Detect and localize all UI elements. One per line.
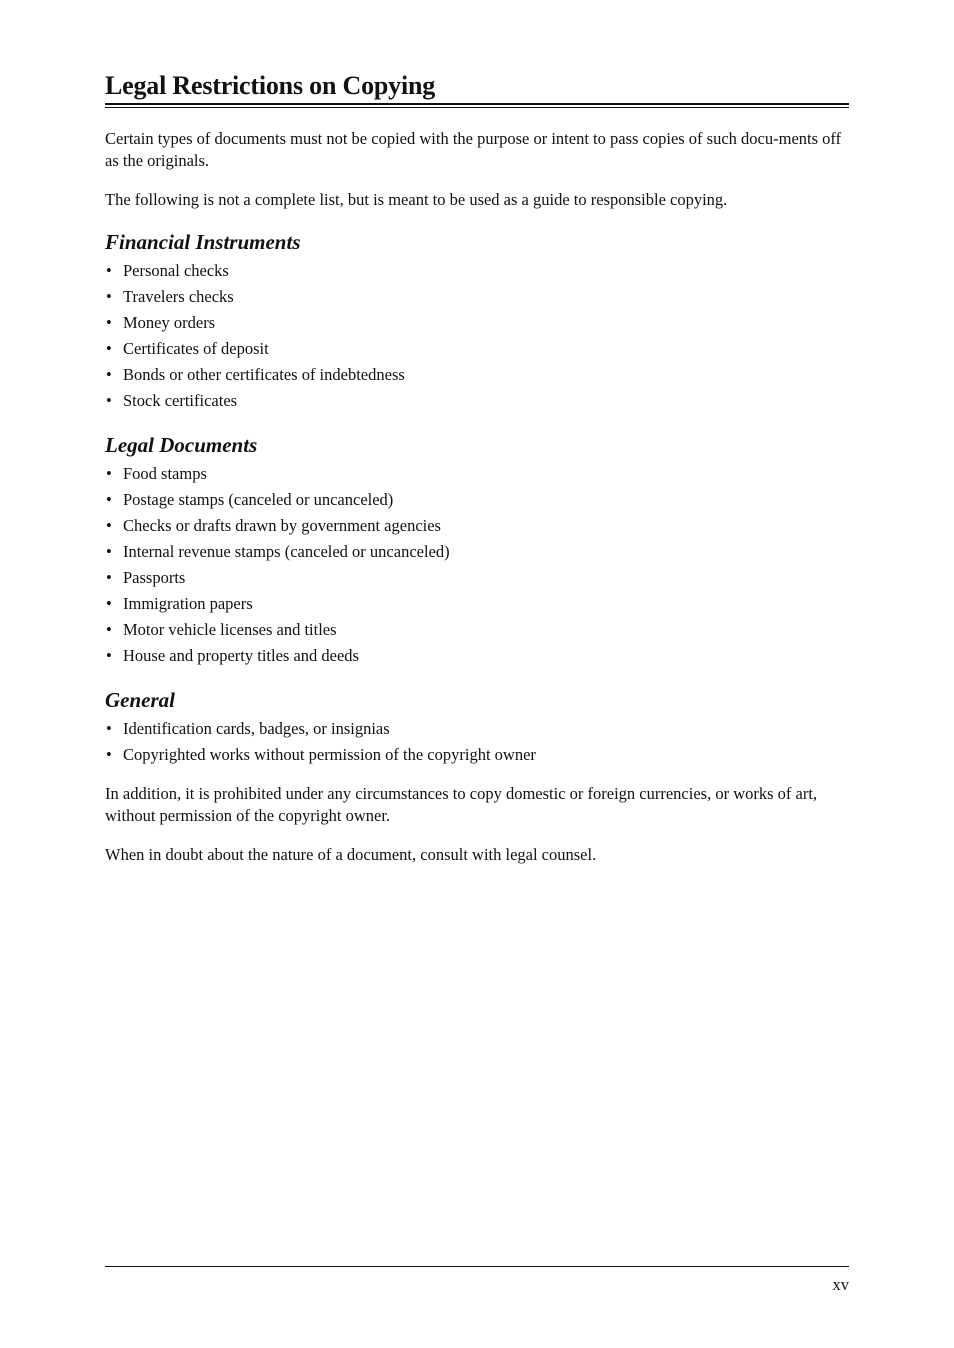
footer-rule (105, 1266, 849, 1267)
list-item-text: Passports (123, 568, 186, 587)
intro-paragraph-2: The following is not a complete list, but is meant to be used as a guide to responsible copying. (105, 190, 728, 209)
bullet-icon: • (106, 313, 112, 332)
list-item-text: Stock certificates (123, 391, 238, 410)
bullet-icon: • (106, 464, 112, 483)
section-heading: Legal Documents (105, 433, 258, 457)
list-item (105, 284, 849, 310)
bullet-icon: • (106, 719, 112, 738)
bullet-icon: • (106, 365, 112, 384)
page-number: xv (832, 1275, 849, 1294)
bullet-icon: • (106, 287, 112, 306)
list-item (105, 336, 849, 362)
list-item-text: Checks or drafts drawn by government agencies (123, 516, 441, 535)
list-item-text: Bonds or other certificates of indebtedness (123, 365, 405, 384)
list-item-text: Immigration papers (123, 594, 253, 613)
list-item-text: Food stamps (123, 464, 207, 483)
list-item (105, 362, 849, 388)
list-item-text: Personal checks (123, 261, 229, 280)
closing-paragraph-1: In addition, it is prohibited under any circumstances to copy domestic or foreign currencies, or works of art, without permission of the copyright owner. (105, 784, 818, 825)
title-double-rule (105, 103, 849, 108)
page-title: Legal Restrictions on Copying (105, 71, 436, 100)
list-item (105, 565, 849, 591)
bullet-icon: • (106, 745, 112, 764)
section-general (105, 686, 849, 768)
list-item (105, 591, 849, 617)
bullet-icon: • (106, 542, 112, 561)
list-item (105, 461, 849, 487)
bullet-icon: • (106, 620, 112, 639)
list-item-text: Money orders (123, 313, 216, 332)
bullet-icon: • (106, 594, 112, 613)
list-item (105, 258, 849, 284)
section-legal-documents (105, 431, 849, 669)
bullet-icon: • (106, 339, 112, 358)
document-body (105, 128, 849, 866)
list-item-text: Travelers checks (123, 287, 234, 306)
list-item (105, 716, 849, 742)
bullet-list (105, 461, 849, 669)
list-item (105, 742, 849, 768)
bullet-icon: • (106, 646, 112, 665)
list-item-text: Internal revenue stamps (canceled or uncanceled) (123, 542, 450, 561)
list-item (105, 539, 849, 565)
list-item (105, 388, 849, 414)
bullet-list (105, 716, 849, 768)
closing-paragraph-2: When in doubt about the nature of a document, consult with legal counsel. (105, 845, 597, 864)
section-financial-instruments (105, 228, 849, 414)
bullet-icon: • (106, 568, 112, 587)
list-item (105, 513, 849, 539)
bullet-list (105, 258, 849, 414)
list-item-text: Postage stamps (canceled or uncanceled) (123, 490, 394, 509)
list-item-text: Copyrighted works without permission of the copyright owner (123, 745, 536, 764)
list-item-text: Certificates of deposit (123, 339, 269, 358)
bullet-icon: • (106, 490, 112, 509)
section-heading: General (105, 688, 175, 712)
bullet-icon: • (106, 391, 112, 410)
list-item-text: Identification cards, badges, or insignias (123, 719, 390, 738)
section-heading: Financial Instruments (105, 230, 301, 254)
list-item (105, 310, 849, 336)
list-item (105, 617, 849, 643)
list-item-text: Motor vehicle licenses and titles (123, 620, 337, 639)
bullet-icon: • (106, 261, 112, 280)
intro-paragraph-1: Certain types of documents must not be copied with the purpose or intent to pass copies of such docu-ments off as the originals. (105, 129, 842, 170)
list-item (105, 643, 849, 669)
bullet-icon: • (106, 516, 112, 535)
list-item-text: House and property titles and deeds (123, 646, 359, 665)
list-item (105, 487, 849, 513)
